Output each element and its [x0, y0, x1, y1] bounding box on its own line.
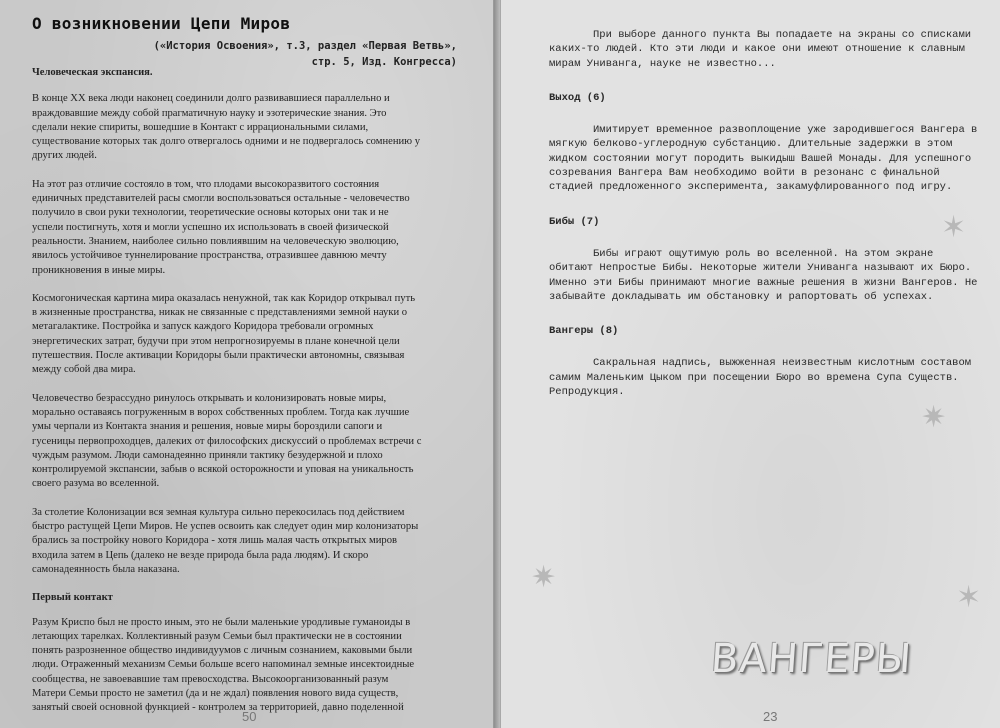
splat-decoration-icon: ✷ — [531, 560, 557, 595]
paragraph: В конце XX века люди наконец соединили долго развивавшиеся параллельно и враждовавшие между собой прагматичную науку и эзотерические знания. Это сделали некие спириты, вошедшие в Контакт с иррациональными силами, существование которых так долго отвергалось одними и не подвергалось сомнению у других людей. — [32, 93, 421, 162]
item-heading-exit: Выход (6) — [549, 91, 606, 104]
menu-description — [549, 28, 979, 399]
section-heading-first-contact: Первый контакт — [32, 592, 113, 604]
section-heading-expansion: Человеческая экспансия. — [32, 67, 153, 78]
item-text-bibs: Бибы играют ощутимую роль во вселенной. На этом экране обитают Непростые Бибы. Некоторые жители Униванга называют их Бюро. Именно эти Бибы принимают многие важные решения в жизни Вангеров. Не забывайте докладывать им обстановку и рапортовать об успехах. — [549, 247, 978, 303]
splat-decoration-icon: ✷ — [921, 400, 947, 435]
item-heading-bibs: Бибы (7) — [549, 215, 600, 228]
item-text-vangers: Сакральная надпись, выжженная неизвестным кислотным составом самим Маленьким Цыком при посещении Бюро во времена Супа Существ. Репродукция. — [549, 357, 972, 399]
vangers-logo: ВАНГЕРЫ — [709, 636, 914, 682]
page-number-right: 23 — [763, 709, 778, 724]
splat-decoration-icon: ✶ — [941, 210, 967, 245]
page-number-left: 50 — [242, 709, 257, 724]
item-heading-vangers: Вангеры (8) — [549, 325, 619, 338]
item-text-exit: Имитирует временное развоплощение уже зародившегося Вангера в мягкую белково-углеродную субстанцию. Длительные задержки в этом жидком состоянии могут породить выкидыш Вашей Монады. Для успешного созревания Вангера Вам необходимо войти в резонанс с финальной стадией предложенного эксперимента, закамуфлированного под игру. — [549, 124, 978, 194]
paragraph: Космогоническая картина мира оказалась ненужной, так как Коридор открывал путь в жизненные пространства, никак не связанные с представлениями земной науки о метагалактике. Постройка и запуск каждого Коридора требовали огромных энергетических затрат, будучи при этом непрогнозируемы в плане конечной цели путешествия. После активации Коридоры были практически автономны, связывая между собой два мира. — [32, 292, 416, 376]
source-line-2: стр. 5, Изд. Конгресса) — [311, 56, 457, 68]
paragraph: Человечество безрассудно ринулось открывать и колонизировать новые миры, морально оставаясь погруженным в ворох собственных проблем. Тогда как лучшие умы черпали из Контакта знания и решения, новые миры бороздили сапоги и гусеницы первопроходцев, далеких от философских дискуссий о проблемах встречи с чуждым разумом. Люди самонадеянно приняли тактику безудержной и плохо контролируемой экспансии, забыв о всякой осторожности и уповая на уникальность своего разума во вселенной. — [32, 392, 422, 490]
source-line-1: («История Освоения», т.3, раздел «Первая Ветвь», — [153, 40, 457, 52]
article-body — [32, 66, 422, 728]
splat-decoration-icon: ✶ — [956, 580, 982, 615]
article-title: О возникновении Цепи Миров — [32, 14, 291, 33]
right-page — [500, 0, 1000, 728]
left-page — [0, 0, 494, 728]
paragraph: За столетие Колонизации вся земная культура сильно перекосилась под действием быстро растущей Цепи Миров. Не успев освоить как следует один мир колонизаторы брались за постройку нового Коридора - хотя лишь малая часть открытых миров входила затем в Цепь (далеко не везде природа была рада людям). И скоро самонадеянность была наказана. — [32, 506, 419, 575]
paragraph: Разум Криспо был не просто иным, это не были маленькие уродливые гуманоиды в летающих тарелках. Коллективный разум Семьи был практически не в состоянии понять разрозненное общество индивидуумов с личным сознанием, каковыми были люди. Отраженный механизм Семьи больше всего напоминал земные инсектоидные сообщества, не завоевавшие там превосходства. Высокоорганизованный разум Матери Семьи просто не заметил (да и не ждал) появления нового вида существ, занятый своей основной функцией - контролем за территорией, давно поделенной — [32, 616, 415, 714]
intro-text: При выборе данного пункта Вы попадаете на экраны со списками каких-то людей. Кто эти люди и какое они имеют отношение к славным мирам Униванга, науке не известно... — [549, 29, 972, 70]
paragraph: На этот раз отличие состояло в том, что плодами высокоразвитого состояния единичных представителей расы смогли воспользоваться остальные - человечество получило в свои руки технологии, теоретические основы которых они так и не успели постигнуть, хотя и могли успешно их использовать в своей физической реальности. Знанием, наиболее сильно повлиявшим на человеческую эволюцию, явилось устойчивое туннелирование пространства, отразившее давнюю мечту проникновения в иные миры. — [32, 178, 410, 276]
